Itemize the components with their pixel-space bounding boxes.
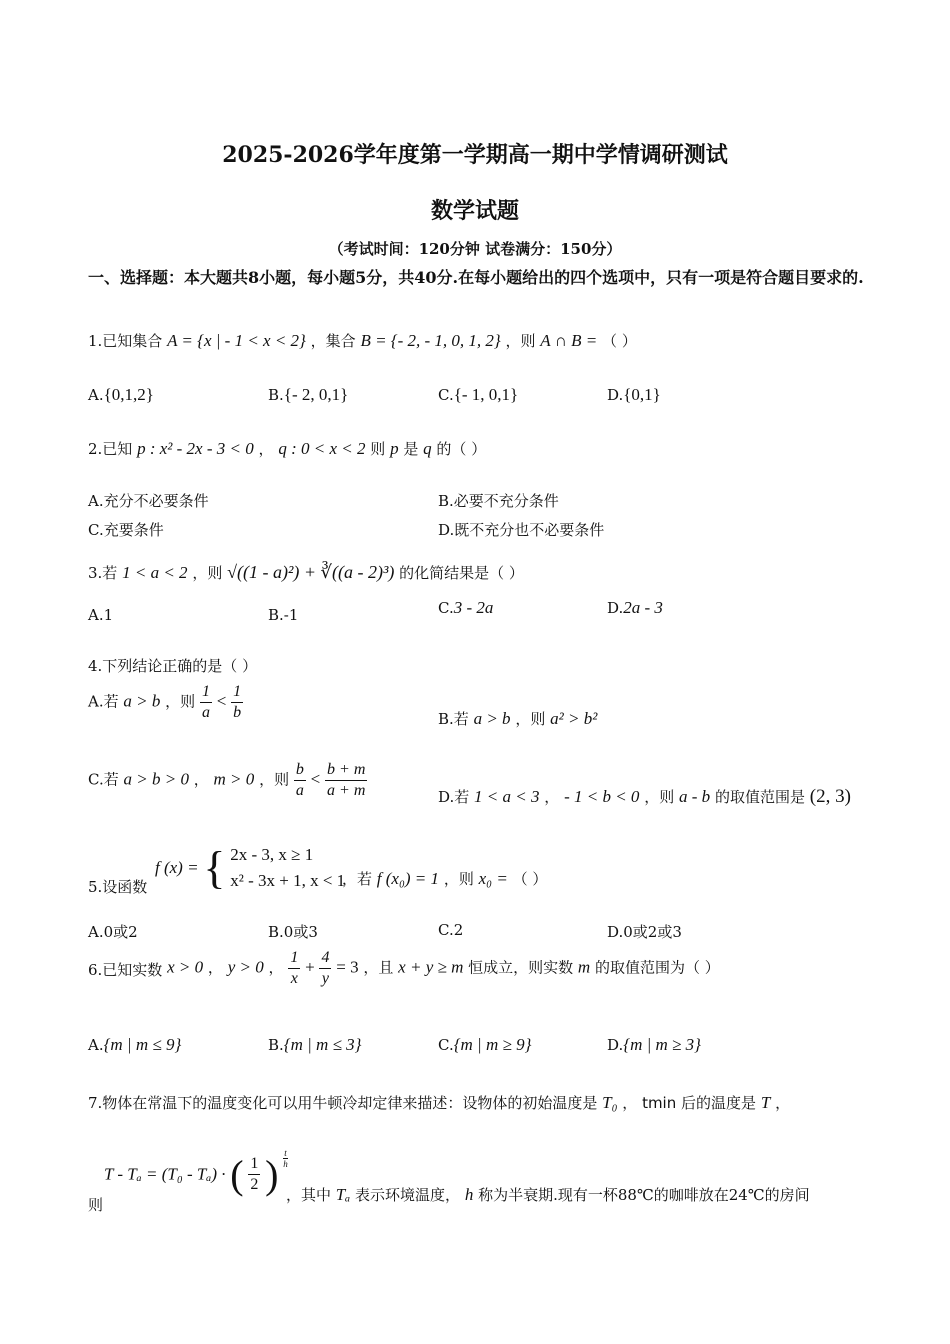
q6-option-a [88, 1035, 181, 1055]
q4-c-label: C.若 [88, 770, 119, 789]
q6-cond-y: y > 0 [227, 957, 264, 977]
q4-a-frac-left [200, 682, 212, 723]
q7-exponent [283, 1148, 288, 1169]
q4-d-comma: ， [544, 788, 560, 806]
q4-b-cond: a > b [473, 709, 511, 728]
q4-a-lt: < [216, 691, 227, 711]
q4-d-label: D.若 [438, 788, 470, 806]
q5-comma: ，若 [342, 870, 373, 888]
q3-option-d [607, 598, 663, 618]
q7-ta: Tₐ [335, 1185, 351, 1204]
q2-q-var: q [423, 439, 432, 458]
q4-a-label: A.若 [88, 692, 119, 711]
q1-option-a-label: A. [88, 386, 104, 404]
q4-d-cond2: - 1 < b < 0 [564, 787, 640, 806]
q7-text3: ，其中 [286, 1186, 332, 1204]
q1-option-d [607, 385, 661, 405]
q1-mid: ，集合 [310, 332, 356, 350]
q6-tail2: 的取值范围为（ ） [594, 958, 720, 977]
q2-p-var: p [390, 439, 399, 458]
q6-option-b [268, 1035, 361, 1055]
q7-formula-left: T - Tₐ = (T₀ - Tₐ) · [104, 1164, 226, 1184]
q4-c-lt: < [310, 769, 321, 789]
q6-frac-2-num: 4 [319, 948, 331, 969]
q5-option-c: C.2 [438, 921, 464, 939]
q6-option-c-value: {m | m ≥ 9} [453, 1035, 532, 1054]
q7-right-paren: ) [265, 1151, 279, 1197]
q6-and: ，且 [363, 958, 394, 977]
q7-text4: 表示环境温度， [355, 1186, 461, 1204]
q1-option-a-value: {0,1,2} [103, 385, 154, 404]
q4-a-frac-right-num: 1 [231, 682, 243, 703]
q6-option-a-value: {m | m ≤ 9} [103, 1035, 182, 1054]
q6-comma2: ， [268, 958, 284, 977]
q7-left-paren: ( [230, 1151, 244, 1197]
q6-cond-x: x > 0 [167, 957, 204, 977]
q4-c-comma: ， [193, 770, 209, 789]
q7-formula [104, 1148, 288, 1197]
q5-option-d: D.0或2或3 [607, 923, 682, 941]
q6-frac-1-den: x [290, 970, 298, 987]
q5-condition: f (x₀) = 1 [376, 869, 440, 888]
q1-option-c [438, 385, 518, 405]
q5-option-b: B.0或3 [268, 923, 318, 941]
section-heading: 一、选择题：本大题共8小题，每小题5分，共40分.在每小题给出的四个选项中，只有一项是符合题目要求的. [88, 268, 864, 287]
q4-a-cond: a > b [123, 691, 161, 711]
q6-plus: + [305, 957, 315, 977]
q5-tail [342, 868, 547, 889]
q6-frac-2 [319, 948, 331, 989]
q7-text5: 称为半衰期.现有一杯88℃的咖啡放在24℃的房间 [478, 1186, 810, 1204]
q2-option-c: C.充要条件 [88, 521, 164, 539]
q3-option-d-value: 2a - 3 [623, 598, 663, 617]
q2-option-b: B.必要不充分条件 [438, 492, 559, 510]
q3-option-a: A.1 [88, 606, 114, 624]
q3-condition: 1 < a < 2 [122, 563, 188, 582]
q3-then: ，则 [192, 564, 223, 582]
q6-inequality: x + y ≥ m [398, 957, 464, 977]
q3-option-b: B.-1 [268, 606, 299, 624]
q6-option-c-label: C. [438, 1036, 454, 1054]
q4-c-frac-left [294, 760, 306, 801]
q3-prefix: 3.若 [88, 564, 118, 582]
q6-frac-1 [288, 948, 300, 989]
subject-title: 数学试题 [430, 198, 519, 224]
q1-option-a [88, 385, 154, 405]
q7-comma2: ， [775, 1094, 791, 1112]
q4-c-then: ，则 [259, 770, 290, 789]
q7-half-den: 2 [250, 1176, 259, 1193]
q4-c-cond2: m > 0 [213, 769, 255, 789]
q1-option-d-label: D. [607, 386, 624, 404]
q5-x0: x₀ = [478, 869, 508, 888]
q1-option-d-value: {0,1} [623, 385, 661, 404]
q6-option-d [607, 1035, 701, 1055]
exam-info: （考试时间：120分钟 试卷满分：150分） [328, 240, 622, 258]
q4-d-expr: a - b [679, 787, 711, 806]
q5-fx: f (x) = [155, 858, 199, 877]
q7-exponent-den: h [283, 1159, 288, 1169]
q4-c-frac-right [325, 760, 367, 801]
q5-piecewise [155, 842, 345, 894]
q7-then: 则 [88, 1196, 104, 1214]
q3-option-d-label: D. [607, 599, 624, 617]
q7-half-frac [248, 1154, 260, 1195]
q6-option-d-label: D. [607, 1036, 624, 1054]
q6-frac-1-num: 1 [288, 948, 300, 969]
q6-prefix: 6.已知实数 [88, 960, 163, 979]
q6-tail1: 恒成立，则实数 [468, 958, 574, 977]
q6-option-d-value: {m | m ≥ 3} [623, 1035, 701, 1054]
q4-c-frac-right-den: a + m [327, 782, 366, 799]
q1-set-a: A = {x | - 1 < x < 2} [167, 331, 306, 350]
q1-expr: A ∩ B = [540, 331, 598, 350]
q1-prefix: 1.已知集合 [88, 332, 163, 350]
q4-a-frac-left-num: 1 [200, 682, 212, 703]
q5-left-brace: { [203, 842, 226, 893]
q1-tail: ，则 [505, 332, 536, 350]
q3-option-c [438, 598, 493, 618]
q2-option-d: D.既不充分也不必要条件 [438, 521, 605, 539]
q7-half-num: 1 [248, 1154, 260, 1175]
q4-option-a [88, 682, 243, 723]
q2-then: 则 [370, 440, 386, 458]
q2-prefix: 2.已知 [88, 440, 133, 458]
q1-paren: （ ） [602, 332, 637, 350]
q7-text2: 后的温度是 [681, 1094, 757, 1112]
question-2 [88, 438, 486, 459]
q5-paren: （ ） [512, 870, 548, 888]
q4-d-tail: 的取值范围是 [714, 788, 805, 806]
q6-comma1: ， [207, 958, 223, 977]
q5-cases [230, 842, 345, 894]
q2-comma: ， [258, 440, 274, 458]
q2-of: 的（ ） [436, 440, 487, 458]
q2-p-expr: p : x² - 2x - 3 < 0 [137, 439, 254, 458]
q2-is: 是 [403, 440, 419, 458]
q6-frac-2-den: y [321, 970, 330, 987]
q6-option-c [438, 1035, 531, 1055]
q6-m-var: m [577, 957, 591, 977]
q1-option-b [268, 385, 348, 405]
q4-d-cond1: 1 < a < 3 [474, 787, 540, 806]
q3-option-c-value: 3 - 2a [453, 598, 494, 617]
q3-option-c-label: C. [438, 599, 454, 617]
q7-exponent-num: t [284, 1148, 287, 1158]
q7-t: T [760, 1093, 771, 1112]
q4-a-then: ，则 [165, 692, 196, 711]
question-1 [88, 330, 637, 351]
q7-t0: T₀ [602, 1093, 618, 1112]
q5-option-a: A.0或2 [88, 923, 138, 941]
q6-option-b-value: {m | m ≤ 3} [283, 1035, 362, 1054]
q3-tail: 的化简结果是（ ） [399, 564, 524, 582]
q4-c-frac-left-num: b [294, 760, 306, 781]
q4-b-result: a² > b² [550, 709, 598, 728]
q4-option-b [438, 708, 597, 729]
q6-option-a-label: A. [88, 1036, 104, 1054]
question-4: 4.下列结论正确的是（ ） [88, 657, 258, 675]
q4-c-frac-right-num: b + m [325, 760, 367, 781]
q4-c-frac-left-den: a [295, 782, 304, 799]
q5-case-2: x² - 3x + 1, x < 1 [230, 871, 346, 890]
q1-option-c-label: C. [438, 386, 454, 404]
q4-c-cond1: a > b > 0 [123, 769, 189, 789]
q1-option-b-label: B. [268, 386, 284, 404]
q4-d-range: (2, 3) [809, 786, 851, 807]
q4-d-then: ，则 [644, 788, 675, 806]
q7-h: h [464, 1185, 474, 1204]
q1-set-b: B = {- 2, - 1, 0, 1, 2} [360, 331, 501, 350]
q1-option-b-value: {- 2, 0,1} [283, 385, 349, 404]
q2-q-expr: q : 0 < x < 2 [278, 439, 366, 458]
q5-then: ，则 [443, 870, 474, 888]
question-5 [88, 838, 148, 896]
question-6 [88, 948, 720, 989]
q5-case-1: 2x - 3, x ≥ 1 [230, 845, 314, 864]
q7-comma: ， [622, 1094, 638, 1112]
q2-option-a: A.充分不必要条件 [88, 492, 209, 510]
question-7 [88, 1092, 790, 1113]
q1-option-c-value: {- 1, 0,1} [453, 385, 519, 404]
q6-option-b-label: B. [268, 1036, 284, 1054]
q4-b-then: ，则 [515, 710, 546, 728]
q4-b-label: B.若 [438, 710, 469, 728]
q5-prefix: 5.设函数 [88, 878, 148, 896]
exam-title: 2025-2026学年度第一学期高一期中学情调研测试 [222, 142, 728, 168]
q7-tmin: tmin [642, 1094, 677, 1112]
q7-line2 [286, 1184, 810, 1205]
q3-radical-expr: √((1 - a)²) + ∛((a - 2)³) [227, 562, 395, 582]
q4-option-d [438, 786, 851, 808]
q7-text1: 7.物体在常温下的温度变化可以用牛顿冷却定律来描述：设物体的初始温度是 [88, 1094, 598, 1112]
question-3 [88, 562, 524, 583]
q4-a-frac-left-den: a [201, 704, 210, 721]
q4-a-frac-right [231, 682, 243, 723]
q4-option-c [88, 760, 367, 801]
q4-a-frac-right-den: b [233, 704, 242, 721]
q6-eq: = 3 [336, 957, 359, 977]
